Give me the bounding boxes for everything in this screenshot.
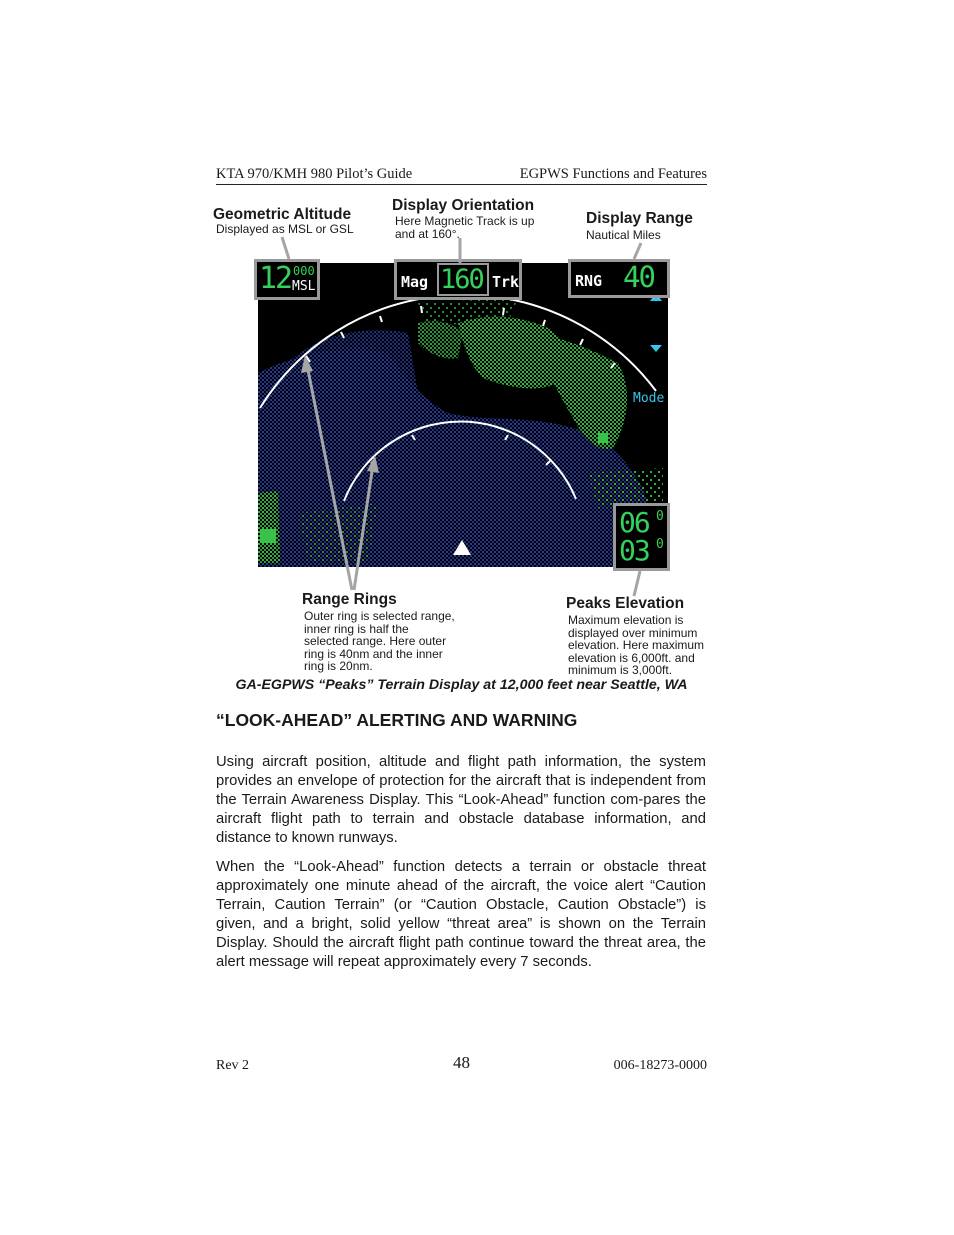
callout-text: Here Magnetic Track is up and at 160°. bbox=[395, 214, 535, 241]
peak-min-value: 03 bbox=[619, 534, 649, 567]
callout-title: Geometric Altitude bbox=[213, 206, 352, 223]
range-label: RNG bbox=[575, 272, 603, 290]
body-paragraph: When the “Look-Ahead” function detects a terrain or obstacle threat approximately one minute ahead of the aircraft, the voice alert “Caution Terrain, Caution Terrain” (or “Caution Obstacle, Caution Obstacle”) is given, and a bright, solid yellow “threat area” is shown on the Terrain Display. Should the aircraft flight path continue toward the threat area, the alert message will repeat approximately every 7 seconds. bbox=[216, 859, 706, 970]
mode-label: Mode bbox=[633, 391, 665, 406]
running-header-section: EGPWS Functions and Features bbox=[519, 166, 707, 182]
orientation-mode: Mag bbox=[401, 273, 429, 291]
body-paragraph: Using aircraft position, altitude and flight path information, the system provides an envelope of protection for the aircraft that is independent from the Terrain Awareness Display. This “Look-Ahead” function com-pares the aircraft flight path to terrain and obstacle database information, and distance to known runways. bbox=[216, 754, 706, 846]
peak-min-unit: 0 bbox=[656, 537, 664, 552]
running-header-title: KTA 970/KMH 980 Pilot’s Guide bbox=[216, 166, 413, 182]
figure-caption: GA-EGPWS “Peaks” Terrain Display at 12,000 feet near Seattle, WA bbox=[235, 677, 688, 693]
leader-range-ring-inner bbox=[354, 465, 373, 590]
heading-value: 160 bbox=[440, 264, 483, 295]
leader-geometric-altitude bbox=[282, 237, 289, 259]
altitude-reference: MSL bbox=[292, 279, 316, 294]
peak-max-unit: 0 bbox=[656, 509, 664, 524]
callout-text: Nautical Miles bbox=[586, 228, 661, 242]
arrowhead-outer-ring bbox=[301, 355, 313, 373]
callout-title: Display Orientation bbox=[392, 197, 535, 214]
callout-text: Outer ring is selected range, inner ring is half the selected range. Here outer ring is 40nm and the inner ring is 20nm. bbox=[304, 609, 455, 673]
page-number: 48 bbox=[453, 1053, 470, 1072]
callout-title: Peaks Elevation bbox=[566, 595, 685, 612]
altitude-value: 12 bbox=[259, 261, 292, 296]
orientation-reference: Trk bbox=[492, 273, 520, 291]
altitude-thousands: 000 bbox=[293, 264, 315, 278]
leader-peaks-elevation bbox=[634, 571, 640, 596]
peak-max-value: 06 bbox=[619, 506, 649, 539]
callout-text: Maximum elevation is displayed over minimum elevation. Here maximum elevation is 6,000ft. and minimum is 3,000ft. bbox=[568, 613, 705, 677]
section-heading: “LOOK-AHEAD” ALERTING AND WARNING bbox=[216, 710, 578, 730]
callout-title: Display Range bbox=[586, 210, 693, 227]
footer-revision: Rev 2 bbox=[216, 1058, 250, 1073]
range-value: 40 bbox=[623, 260, 654, 294]
callout-text: Displayed as MSL or GSL bbox=[216, 222, 354, 236]
arrowhead-inner-ring bbox=[367, 455, 379, 473]
leader-range-ring-outer bbox=[307, 365, 352, 590]
footer-part-number: 006-18273-0000 bbox=[613, 1058, 707, 1073]
leader-display-range bbox=[634, 243, 641, 259]
callout-title: Range Rings bbox=[302, 591, 397, 608]
